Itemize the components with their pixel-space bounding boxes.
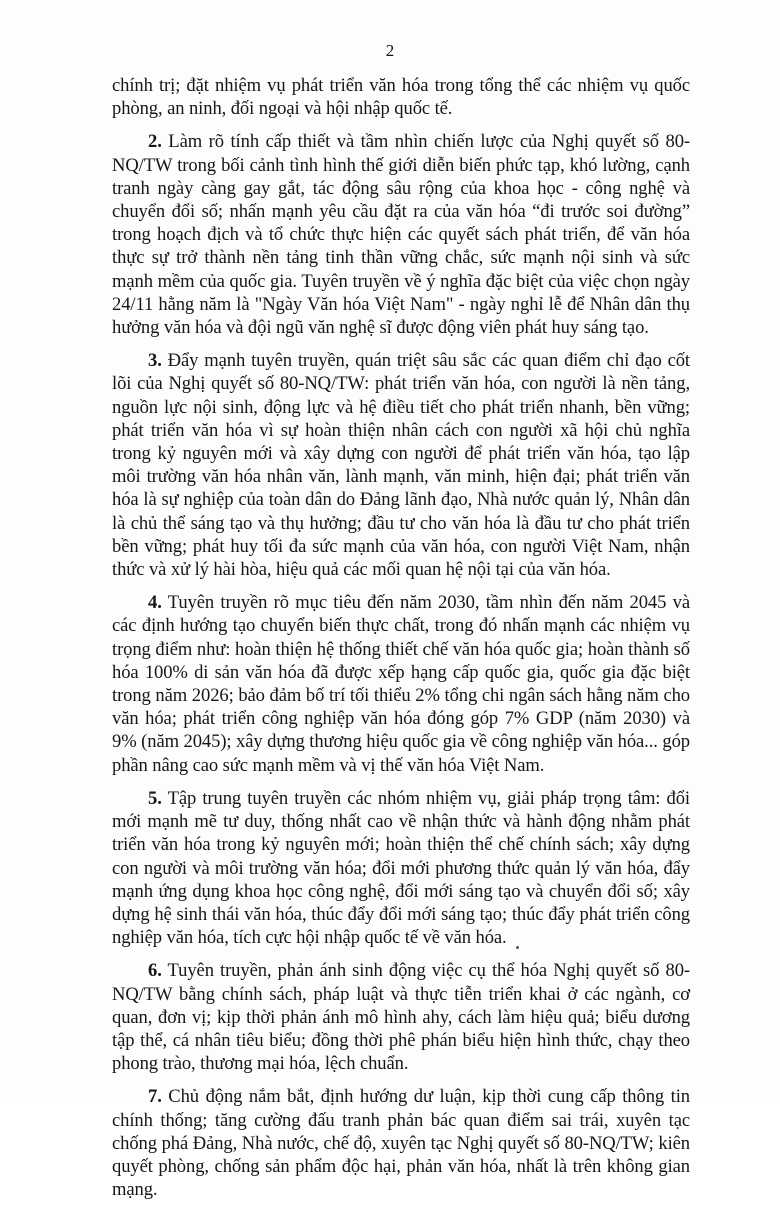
paragraph-text: Đẩy mạnh tuyên truyền, quán triệt sâu sắc các quan điểm chỉ đạo cốt lõi của Nghị quyết số 80-NQ/TW: phát triển văn hóa, con người là nền tảng, nguồn lực nội sinh, động lực và hệ điều tiết cho phát triển nhanh, bền vững; phát triển văn hóa vì sự hoàn thiện nhân cách con người xã hội chủ nghĩa trong kỷ nguyên mới và xây dựng con người để phát triển văn hóa, tạo lập môi trường văn hóa nhân văn, lành mạnh, văn minh, hiện đại; phát triển văn hóa là sự nghiệp của toàn dân do Đảng lãnh đạo, Nhà nước quản lý, Nhân dân là chủ thể sáng tạo và thụ hưởng; đầu tư cho văn hóa là đầu tư cho phát triển bền vững; phát huy tối đa sức mạnh của văn hóa, con người Việt Nam, nhận thức và xử lý hài hòa, hiệu quả các mối quan hệ nội tại của văn hóa. — [112, 350, 690, 581]
paragraph-text: chính trị; đặt nhiệm vụ phát triển văn hóa trong tổng thể các nhiệm vụ quốc phòng, an ninh, đối ngoại và hội nhập quốc tế. — [112, 75, 690, 120]
paragraph-number: 5. — [148, 787, 162, 809]
paragraph-text: Chủ động nắm bắt, định hướng dư luận, kịp thời cung cấp thông tin chính thống; tăng cường đấu tranh phản bác quan điểm sai trái, xuyên tạc chống phá Đảng, Nhà nước, chế độ, xuyên tạc Nghị quyết số 80-NQ/TW; kiên quyết phòng, chống sản phẩm độc hại, phản văn hóa, nhất là trên không gian mạng. — [112, 1086, 690, 1201]
document-body — [112, 74, 690, 1211]
paragraph-number: 7. — [148, 1086, 162, 1108]
paragraph-text: Làm rõ tính cấp thiết và tầm nhìn chiến lược của Nghị quyết số 80-NQ/TW trong bối cảnh tình hình thế giới diễn biến phức tạp, khó lường, cạnh tranh ngày càng gay gắt, tác động sâu rộng của khoa học - công nghệ và chuyển đổi số; nhấn mạnh yêu cầu đặt ra của văn hóa “đi trước soi đường” trong hoạch địch và tổ chức thực hiện các quyết sách phát triển, để văn hóa thực sự trở thành nền tảng tinh thần vững chắc, sức mạnh nội sinh và sức mạnh mềm của quốc gia. Tuyên truyền về ý nghĩa đặc biệt của việc chọn ngày 24/11 hằng năm là "Ngày Văn hóa Việt Nam" - ngày nghỉ lễ để Nhân dân thụ hưởng văn hóa và đội ngũ văn nghệ sĩ được động viên phát huy sáng tạo. — [112, 131, 690, 339]
paragraph-3 — [112, 349, 690, 581]
paragraph-continuation — [112, 74, 690, 120]
paragraph-6 — [112, 959, 690, 1075]
paragraph-text: Tập trung tuyên truyền các nhóm nhiệm vụ, giải pháp trọng tâm: đổi mới mạnh mẽ tư duy, thống nhất cao về nhận thức và hành động nhằm phát triển văn hóa trong kỷ nguyên mới; hoàn thiện thể chế chính sách; xây dựng con người và môi trường văn hóa; đổi mới phương thức quản lý văn hóa, đẩy mạnh ứng dụng khoa học công nghệ, đổi mới sáng tạo và chuyển đổi số; xây dựng hệ sinh thái văn hóa, thúc đẩy đổi mới sáng tạo; thúc đẩy phát triển công nghiệp văn hóa, tích cực hội nhập quốc tế về văn hóa. — [112, 787, 690, 949]
paragraph-4 — [112, 591, 690, 777]
page-number: 2 — [385, 41, 395, 60]
paragraph-number: 4. — [148, 592, 162, 614]
paragraph-number: 6. — [148, 960, 162, 982]
paragraph-5 — [112, 787, 690, 949]
paragraph-text: Tuyên truyền rõ mục tiêu đến năm 2030, tầm nhìn đến năm 2045 và các định hướng tạo chuyển biến thực chất, trong đó nhấn mạnh các nhiệm vụ trọng điểm như: hoàn thiện hệ thống thiết chế văn hóa quốc gia; hoàn thành số hóa 100% di sản văn hóa đã được xếp hạng cấp quốc gia, quốc gia đặc biệt trong năm 2026; bảo đảm bố trí tối thiểu 2% tổng chi ngân sách hằng năm cho văn hóa; phát triển công nghiệp văn hóa đóng góp 7% GDP (năm 2030) và 9% (năm 2045); xây dựng thương hiệu quốc gia về công nghiệp văn hóa... góp phần nâng cao sức mạnh mềm và vị thế văn hóa Việt Nam. — [112, 592, 690, 776]
paragraph-2 — [112, 130, 690, 339]
scan-speck — [516, 946, 519, 949]
paragraph-number: 2. — [148, 131, 162, 153]
paragraph-number: 3. — [148, 350, 162, 372]
paragraph-text: Tuyên truyền, phản ánh sinh động việc cụ thể hóa Nghị quyết số 80-NQ/TW bằng chính sách, pháp luật và thực tiễn triển khai ở các ngành, cơ quan, đơn vị; kịp thời phản ánh mô hình ahy, cách làm hiệu quả; biểu dương tập thể, cá nhân tiêu biểu; đồng thời phê phán biểu hiện hình thức, chạy theo phong trào, thương mại hóa, lệch chuẩn. — [112, 960, 690, 1075]
